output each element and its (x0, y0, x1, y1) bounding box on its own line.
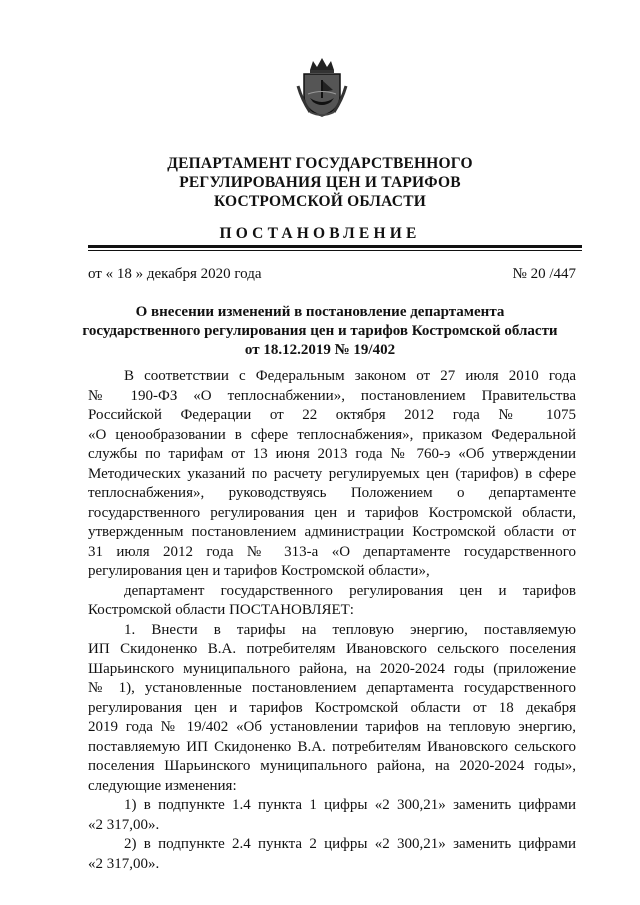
body-line: теплоснабжения», руководствуясь Положением о департаменте (88, 485, 576, 501)
body-line: регулирования цен и тарифов Костромской области», (88, 563, 430, 579)
body-line: «2 317,00». (88, 816, 160, 833)
body-line: 1) в подпункте 1.4 пункта 1 цифры «2 300,21» заменить цифрами (124, 797, 576, 813)
body-line: государственного регулирования цен и тарифов Костромской области, (88, 504, 576, 521)
body-line: № 1), установленные постановлением департамента государственного (88, 680, 576, 696)
body-line: поселения Шарьинского муниципального района, на 2020-2024 годы», (88, 758, 576, 774)
body-line: Костромской области ПОСТАНОВЛЯЕТ: (88, 602, 354, 618)
body-line: 2019 года № 19/402 «Об установлении тарифов на тепловую энергию, (88, 719, 576, 735)
body-line: 2) в подпункте 2.4 пункта 2 цифры «2 300,21» заменить цифрами (124, 836, 576, 852)
department-name-line-1: ДЕПАРТАМЕНТ ГОСУДАРСТВЕННОГО (167, 155, 473, 172)
body-line: «2 317,00». (88, 855, 160, 872)
header-divider-thin (88, 250, 582, 251)
body-line: службы по тарифам от 13 июня 2013 года № 760-э «Об утверждении (88, 446, 576, 462)
document-title-line-1: О внесении изменений в постановление департамента (135, 304, 505, 320)
body-line: следующие изменения: (88, 777, 237, 794)
header-divider-thick (88, 245, 582, 248)
body-line: Российской Федерации от 22 октября 2012 года № 1075 (88, 407, 576, 423)
body-line: Методических указаний по расчету регулируемых цен (тарифов) в сфере (88, 465, 576, 482)
document-title-line-3: от 18.12.2019 № 19/402 (244, 342, 396, 358)
body-line: ИП Скидоненко В.А. потребителям Ивановского сельского поселения (88, 641, 576, 657)
body-line: 1. Внести в тарифы на тепловую энергию, поставляемую (124, 621, 576, 638)
document-title-line-2: государственного регулирования цен и тарифов Костромской области (82, 323, 558, 339)
body-line: департамент государственного регулирования цен и тарифов (124, 582, 576, 599)
department-name-line-2: РЕГУЛИРОВАНИЯ ЦЕН И ТАРИФОВ (179, 174, 461, 191)
body-line: Шарьинского муниципального района, на 2020-2024 годы (приложение (88, 660, 576, 677)
document-number: № 20 /447 (512, 266, 576, 282)
body-line: «О ценообразовании в сфере теплоснабжения», приказом Федеральной (88, 426, 576, 443)
document-body (88, 367, 576, 874)
kostroma-coat-of-arms-icon (296, 56, 348, 118)
body-line: В соответствии с Федеральным законом от 27 июля 2010 года (124, 368, 576, 384)
document-type-heading: ПОСТАНОВЛЕНИЕ (219, 225, 421, 242)
body-line: № 190-ФЗ «О теплоснабжении», постановлением Правительства (88, 387, 576, 404)
document-date: от « 18 » декабря 2020 года (88, 266, 262, 282)
body-line: утвержденным постановлением администрации Костромской области от (88, 524, 576, 540)
body-line: поставляемую ИП Скидоненко В.А. потребителям Ивановского сельского (88, 738, 576, 755)
body-line: регулирования цен и тарифов Костромской области от 18 декабря (88, 699, 576, 716)
body-line: 31 июля 2012 года № 313-а «О департаменте государственного (88, 543, 576, 560)
department-name-line-3: КОСТРОМСКОЙ ОБЛАСТИ (213, 193, 426, 210)
